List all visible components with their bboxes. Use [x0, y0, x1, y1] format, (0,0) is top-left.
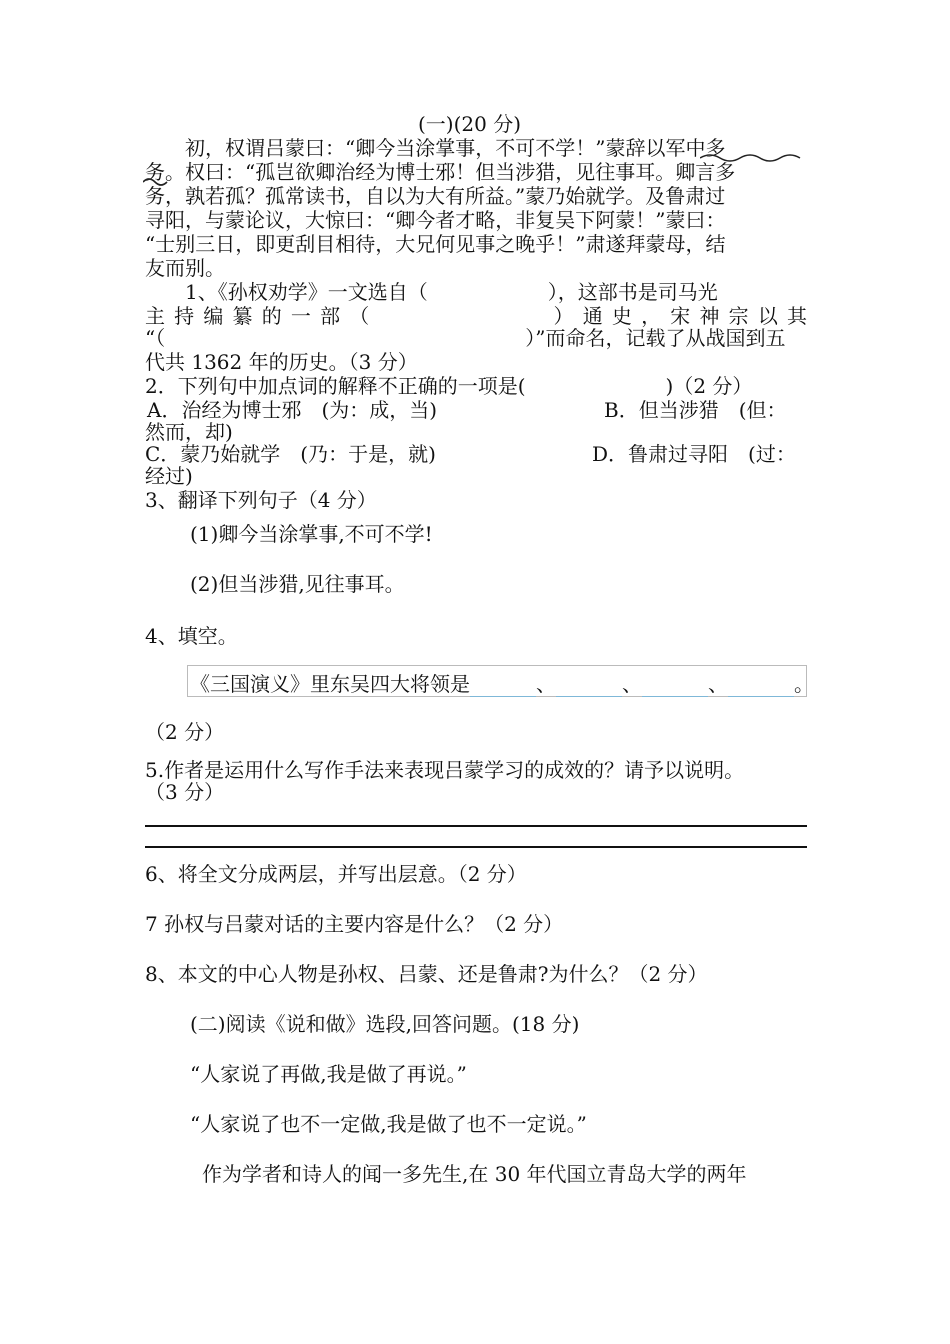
option-c: C．蒙乃始就学 (乃：于是，就): [145, 442, 436, 466]
question-5-stem: 5.作者是运用什么写作手法来表现吕蒙学习的成效的？请予以说明。: [145, 758, 745, 782]
section-two-title: (二)阅读《说和做》选段,回答问题。(18 分): [190, 1012, 580, 1036]
question-4-score: （2 分）: [145, 720, 225, 744]
answer-line-1: [145, 825, 807, 827]
section-two-paragraph-1: “人家说了再做,我是做了再说。”: [190, 1062, 467, 1086]
passage-line-1: 初，权谓吕蒙曰：“卿今当涂掌事，不可不学！”蒙辞以军中多: [145, 136, 726, 160]
question-7: 7 孙权与吕蒙对话的主要内容是什么？（2 分）: [145, 912, 564, 936]
fill-in-prompt: 《三国演义》里东吴四大将领是: [190, 672, 470, 696]
section-two-paragraph-3: 作为学者和诗人的闻一多先生,在 30 年代国立青岛大学的两年: [202, 1162, 747, 1186]
fill-in-sentence: [190, 668, 814, 697]
question-5-score: （3 分）: [145, 780, 225, 804]
option-d: D．鲁肃过寻阳 (过：: [592, 442, 796, 466]
section-two-paragraph-2: “人家说了也不一定做,我是做了也不一定说。”: [190, 1112, 587, 1136]
option-b-continued: 然而，却): [145, 420, 233, 444]
question-2-stem: 2．下列句中加点词的解释不正确的一项是( )（2 分）: [145, 374, 753, 398]
passage-line-6: 友而别。: [145, 256, 225, 280]
passage-line-5: “士别三日，即更刮目相待，大兄何见事之晚乎！”肃遂拜蒙母，结: [145, 232, 726, 256]
separator: 、: [536, 672, 556, 696]
question-8: 8、本文的中心人物是孙权、吕蒙、还是鲁肃?为什么？（2 分）: [145, 962, 708, 986]
question-4-stem: 4、填空。: [145, 624, 238, 648]
end-mark: 。: [794, 672, 814, 696]
translate-sentence-1: (1)卿今当涂掌事,不可不学!: [190, 522, 433, 546]
passage-line-3: 务，孰若孤？孤常读书，自以为大有所益。”蒙乃始就学。及鲁肃过: [145, 184, 726, 208]
option-a: A．治经为博士邪 (为：成，当): [147, 398, 438, 422]
option-d-continued: 经过): [145, 464, 193, 488]
option-b: B．但当涉猎 (但：: [604, 398, 787, 422]
separator: 、: [622, 672, 642, 696]
wavy-underline-mark: [143, 176, 173, 188]
blank-field-2[interactable]: [556, 676, 622, 697]
question-1-line-4: 代共 1362 年的历史。（3 分）: [145, 350, 418, 374]
blank-field-1[interactable]: [470, 676, 536, 697]
passage-line-4: 寻阳，与蒙论议，大惊曰：“卿今者才略，非复吴下阿蒙！”蒙曰：: [145, 208, 726, 232]
answer-line-2: [145, 846, 807, 848]
question-3-stem: 3、翻译下列句子（4 分）: [145, 488, 377, 512]
blank-field-4[interactable]: [728, 676, 794, 697]
wavy-underline-mark: [700, 150, 810, 162]
question-1-line-1: 1、《孙权劝学》一文选自（ ），这部书是司马光: [145, 280, 718, 304]
question-1-line-2: 主持编纂的一部（ ）通史，宋神宗以其: [145, 304, 807, 328]
separator: 、: [708, 672, 728, 696]
section-one-title: (一)(20 分): [418, 112, 522, 136]
translate-sentence-2: (2)但当涉猎,见往事耳。: [190, 572, 405, 596]
question-1-line-3: “（ ）”而命名，记载了从战国到五: [145, 326, 786, 350]
passage-line-2: 务。权曰：“孤岂欲卿治经为博士邪！但当涉猎，见往事耳。卿言多: [145, 160, 736, 184]
blank-field-3[interactable]: [642, 676, 708, 697]
question-6: 6、将全文分成两层，并写出层意。（2 分）: [145, 862, 527, 886]
